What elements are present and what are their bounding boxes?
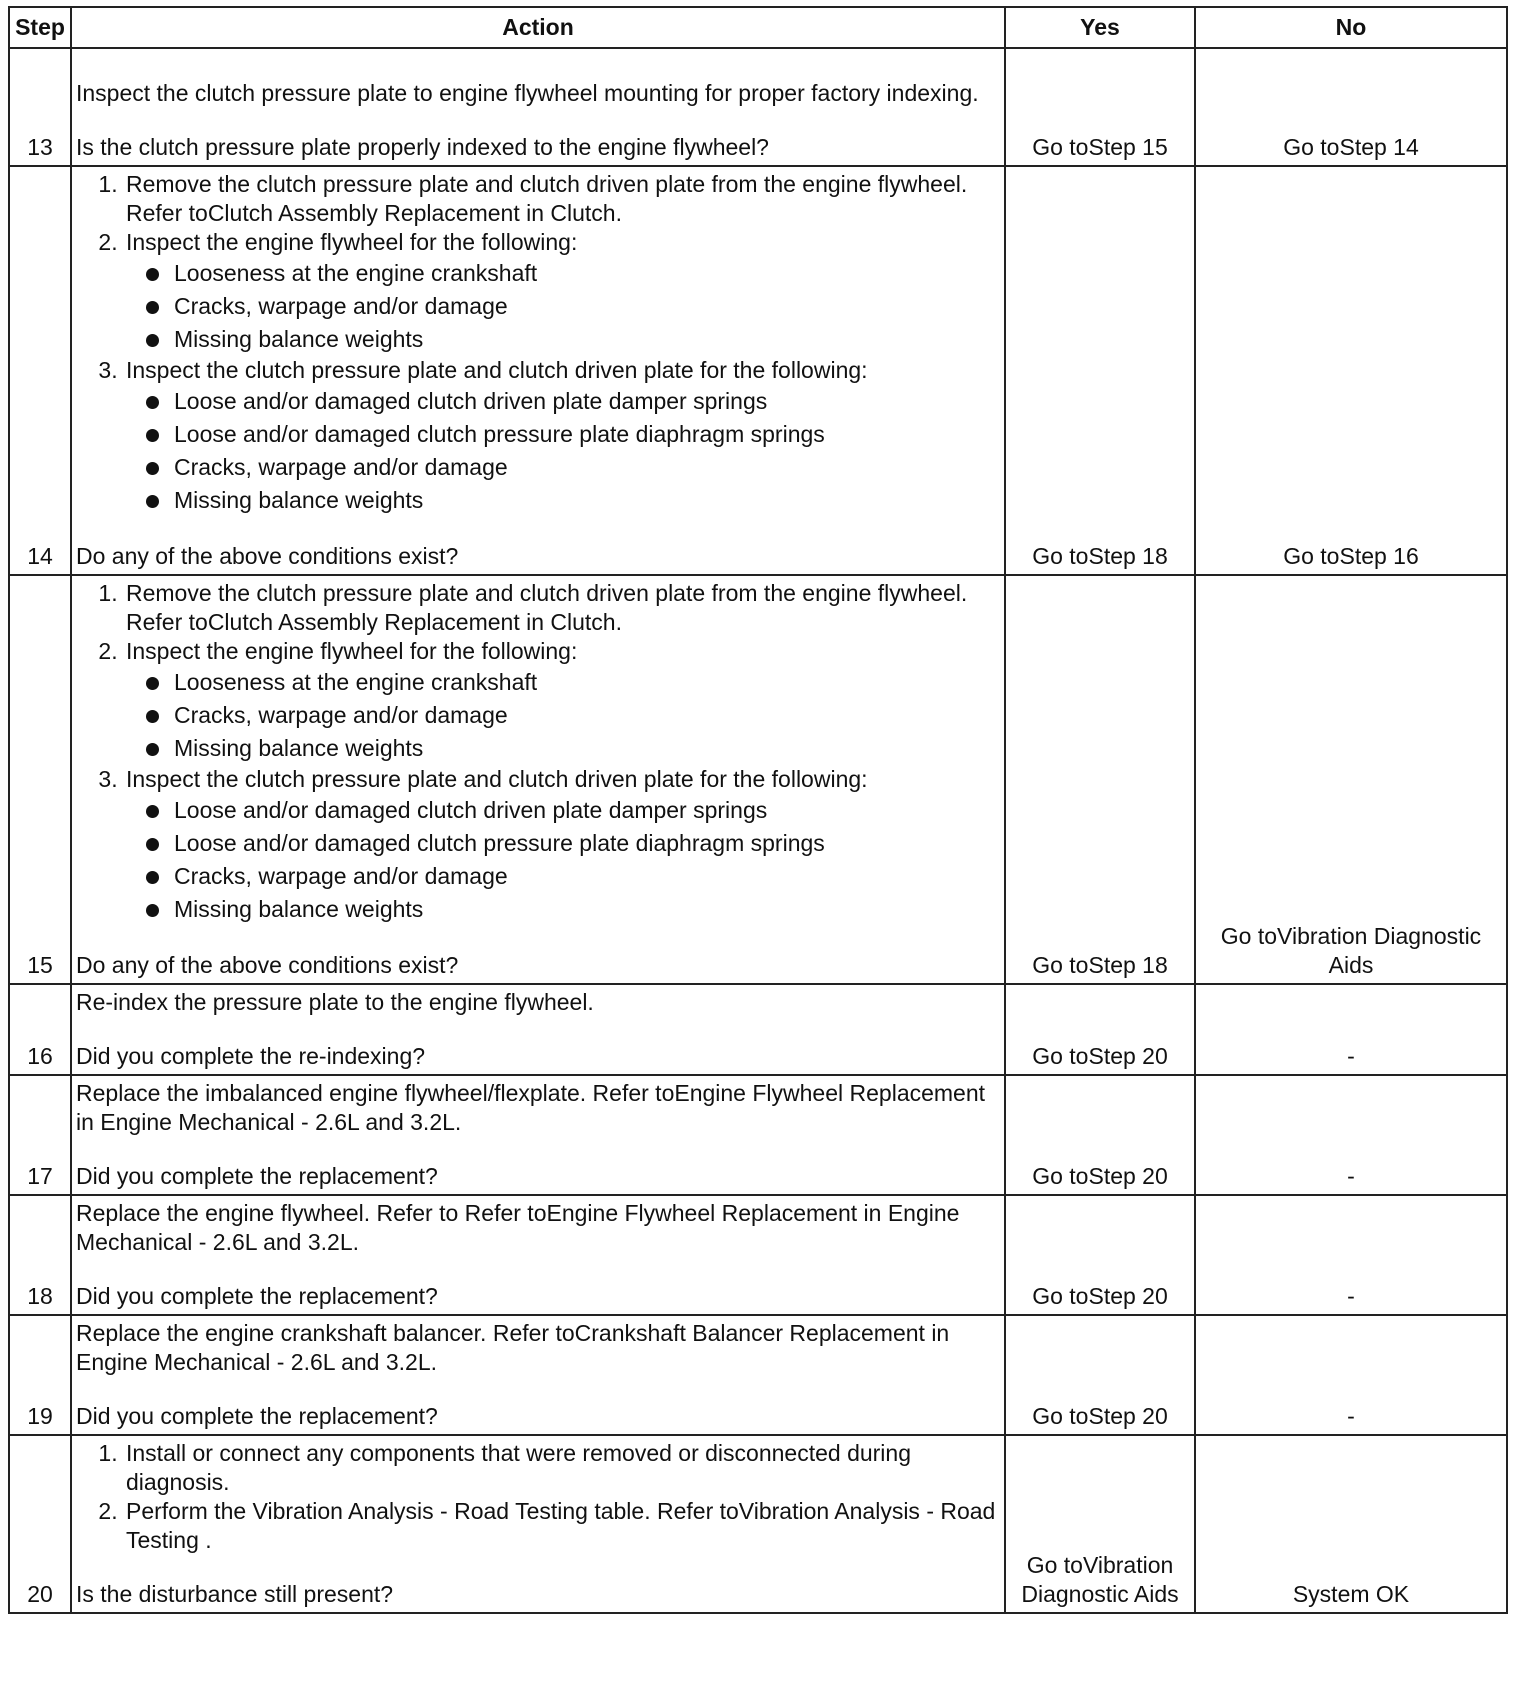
question-text: Did you complete the re-indexing?: [76, 1043, 426, 1069]
yes-link[interactable]: Go toStep 18: [1005, 166, 1195, 575]
action-text: Replace the engine crankshaft balancer. Refer toCrankshaft Balancer Replacement in Engine Mechanical - 2.6L and 3.2L.: [76, 1320, 950, 1375]
procedure-item-text: Inspect the engine flywheel for the following:: [126, 638, 578, 664]
action-text: Re-index the pressure plate to the engine flywheel.: [76, 989, 594, 1015]
step-number: 14: [9, 166, 71, 575]
action-cell: [71, 48, 1005, 166]
table-row: [9, 1195, 1507, 1315]
procedure-item-text: Inspect the clutch pressure plate and clutch driven plate for the following:: [126, 766, 868, 792]
bullet-item: Loose and/or damaged clutch pressure plate diaphragm springs: [174, 827, 1000, 860]
no-link[interactable]: Go toStep 14: [1195, 48, 1507, 166]
bullet-item: Missing balance weights: [174, 732, 1000, 765]
step-number: 15: [9, 575, 71, 984]
procedure-item: 1. Remove the clutch pressure plate and clutch driven plate from the engine flywheel. Refer toClutch Assembly Replacement in Clutch.: [124, 170, 1000, 228]
procedure-item: [124, 356, 1000, 517]
yes-link[interactable]: Go toStep 20: [1005, 984, 1195, 1075]
bullet-item: Loose and/or damaged clutch driven plate damper springs: [174, 385, 1000, 418]
no-value: -: [1195, 1195, 1507, 1315]
action-cell: [71, 1315, 1005, 1435]
procedure-item: [124, 228, 1000, 356]
question-text: Did you complete the replacement?: [76, 1403, 438, 1429]
question-text: Do any of the above conditions exist?: [76, 543, 459, 569]
header-step: Step: [9, 7, 71, 48]
question-text: Is the disturbance still present?: [76, 1581, 394, 1607]
procedure-item: [124, 637, 1000, 765]
action-text: Inspect the clutch pressure plate to engine flywheel mounting for proper factory indexing.: [76, 80, 979, 106]
header-row: [9, 7, 1507, 48]
bullet-item: Loose and/or damaged clutch driven plate damper springs: [174, 794, 1000, 827]
action-cell: [71, 1075, 1005, 1195]
bullet-item: Cracks, warpage and/or damage: [174, 860, 1000, 893]
yes-link[interactable]: Go toStep 20: [1005, 1315, 1195, 1435]
bullet-item: Cracks, warpage and/or damage: [174, 699, 1000, 732]
procedure-item-text: Inspect the clutch pressure plate and clutch driven plate for the following:: [126, 357, 868, 383]
no-link[interactable]: Go toVibration Diagnostic Aids: [1195, 575, 1507, 984]
yes-link[interactable]: Go toStep 20: [1005, 1195, 1195, 1315]
action-text: Replace the engine flywheel. Refer to Refer toEngine Flywheel Replacement in Engine Mechanical - 2.6L and 3.2L.: [76, 1200, 960, 1255]
table-row: [9, 984, 1507, 1075]
no-value: System OK: [1195, 1435, 1507, 1613]
bullet-item: Looseness at the engine crankshaft: [174, 666, 1000, 699]
question-text: Did you complete the replacement?: [76, 1283, 438, 1309]
action-cell: [71, 1195, 1005, 1315]
yes-link[interactable]: Go toStep 18: [1005, 575, 1195, 984]
header-no: No: [1195, 7, 1507, 48]
table-row: [9, 166, 1507, 575]
yes-link[interactable]: Go toStep 15: [1005, 48, 1195, 166]
header-yes: Yes: [1005, 7, 1195, 48]
yes-link[interactable]: Go toStep 20: [1005, 1075, 1195, 1195]
bullet-item: Missing balance weights: [174, 323, 1000, 356]
table-row: [9, 1075, 1507, 1195]
question-text: Is the clutch pressure plate properly indexed to the engine flywheel?: [76, 134, 769, 160]
procedure-list: [76, 170, 1000, 517]
procedure-item-text: Inspect the engine flywheel for the following:: [126, 229, 578, 255]
no-value: -: [1195, 1075, 1507, 1195]
diagnostic-table: [8, 6, 1508, 1614]
step-number: 19: [9, 1315, 71, 1435]
table-row: [9, 1315, 1507, 1435]
action-cell: [71, 984, 1005, 1075]
procedure-list: [76, 579, 1000, 926]
question-text: Do any of the above conditions exist?: [76, 952, 459, 978]
no-link[interactable]: Go toStep 16: [1195, 166, 1507, 575]
bullet-list: [126, 794, 1000, 926]
bullet-item: Looseness at the engine crankshaft: [174, 257, 1000, 290]
procedure-item: 1. Remove the clutch pressure plate and clutch driven plate from the engine flywheel. Refer toClutch Assembly Replacement in Clutch.: [124, 579, 1000, 637]
yes-link[interactable]: Go toVibration Diagnostic Aids: [1005, 1435, 1195, 1613]
step-number: 13: [9, 48, 71, 166]
step-number: 18: [9, 1195, 71, 1315]
question-text: Did you complete the replacement?: [76, 1163, 438, 1189]
header-action: Action: [71, 7, 1005, 48]
action-cell: [71, 166, 1005, 575]
procedure-item: [124, 765, 1000, 926]
table-row: [9, 48, 1507, 166]
bullet-list: [126, 257, 1000, 356]
action-cell: [71, 575, 1005, 984]
step-number: 17: [9, 1075, 71, 1195]
step-number: 16: [9, 984, 71, 1075]
step-number: 20: [9, 1435, 71, 1613]
no-value: -: [1195, 1315, 1507, 1435]
table-row: [9, 575, 1507, 984]
bullet-list: [126, 385, 1000, 517]
bullet-item: Missing balance weights: [174, 893, 1000, 926]
action-cell: [71, 1435, 1005, 1613]
table-row: [9, 1435, 1507, 1613]
procedure-item: 1. Install or connect any components that were removed or disconnected during diagnosis.: [124, 1439, 1000, 1497]
procedure-item: 2. Perform the Vibration Analysis - Road Testing table. Refer toVibration Analysis - Road Testing .: [124, 1497, 1000, 1555]
procedure-list: [76, 1439, 1000, 1555]
bullet-list: [126, 666, 1000, 765]
bullet-item: Missing balance weights: [174, 484, 1000, 517]
bullet-item: Loose and/or damaged clutch pressure plate diaphragm springs: [174, 418, 1000, 451]
bullet-item: Cracks, warpage and/or damage: [174, 290, 1000, 323]
action-text: Replace the imbalanced engine flywheel/flexplate. Refer toEngine Flywheel Replacement in Engine Mechanical - 2.6L and 3.2L.: [76, 1080, 986, 1135]
bullet-item: Cracks, warpage and/or damage: [174, 451, 1000, 484]
no-value: -: [1195, 984, 1507, 1075]
